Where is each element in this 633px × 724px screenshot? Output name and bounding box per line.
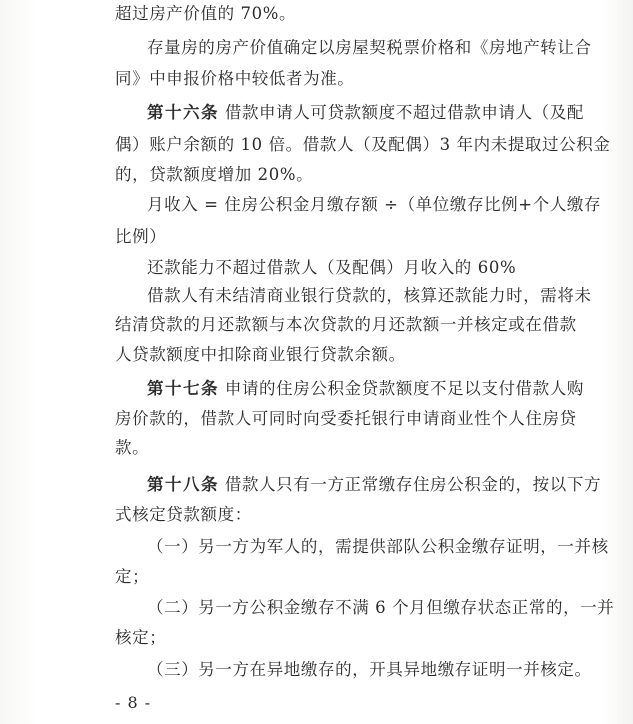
article-16-title: 第十六条	[147, 103, 219, 122]
text-line: 超过房产价值的 70%。	[115, 4, 297, 23]
text-line: 偶）账户余额的 10 倍。借款人（及配偶）3 年内未提取过公积金	[115, 135, 611, 154]
list-item: （二）另一方公积金缴存不满 6 个月但缴存状态正常的，一并	[147, 598, 615, 617]
article-18-title: 第十八条	[147, 475, 219, 494]
text-line: 款。	[115, 438, 150, 457]
article-16-line: 第十六条 借款申请人可贷款额度不超过借款申请人（及配	[147, 103, 584, 122]
text-line: 核定；	[115, 628, 167, 647]
text-line: 借款人有未结清商业银行贷款的，核算还款能力时，需将未	[147, 286, 592, 305]
formula-line: 月收入 = 住房公积金月缴存额 ÷（单位缴存比例+个人缴存	[147, 195, 602, 214]
text-line: 存量房的房产价值确定以房屋契税票价格和《房地产转让合	[147, 38, 592, 57]
text-line: 的，贷款额度增加 20%。	[115, 165, 314, 184]
list-item: （一）另一方为军人的，需提供部队公积金缴存证明，一并核	[147, 537, 609, 556]
text-line: 还款能力不超过借款人（及配偶）月收入的 60%	[147, 258, 517, 277]
page-number: - 8 -	[115, 693, 152, 712]
text-line: 式核定贷款额度：	[115, 505, 252, 524]
text-line: 同》中申报价格中较低者为准。	[115, 69, 355, 88]
article-17-line: 第十七条 申请的住房公积金贷款额度不足以支付借款人购	[147, 379, 584, 398]
text-line: 定；	[115, 567, 150, 586]
text-line: 结清贷款的月还款额与本次贷款的月还款额一并核定或在借款	[115, 315, 577, 334]
text-line: 比例）	[115, 227, 167, 246]
text-line: 房价款的，借款人可同时向受委托银行申请商业性个人住房贷	[115, 409, 577, 428]
text-line: 人贷款额度中扣除商业银行贷款余额。	[115, 345, 406, 364]
list-item: （三）另一方在异地缴存的，开具异地缴存证明一并核定。	[147, 660, 592, 679]
article-18-line: 第十八条 借款人只有一方正常缴存住房公积金的，按以下方	[147, 475, 602, 494]
article-17-title: 第十七条	[147, 379, 219, 398]
